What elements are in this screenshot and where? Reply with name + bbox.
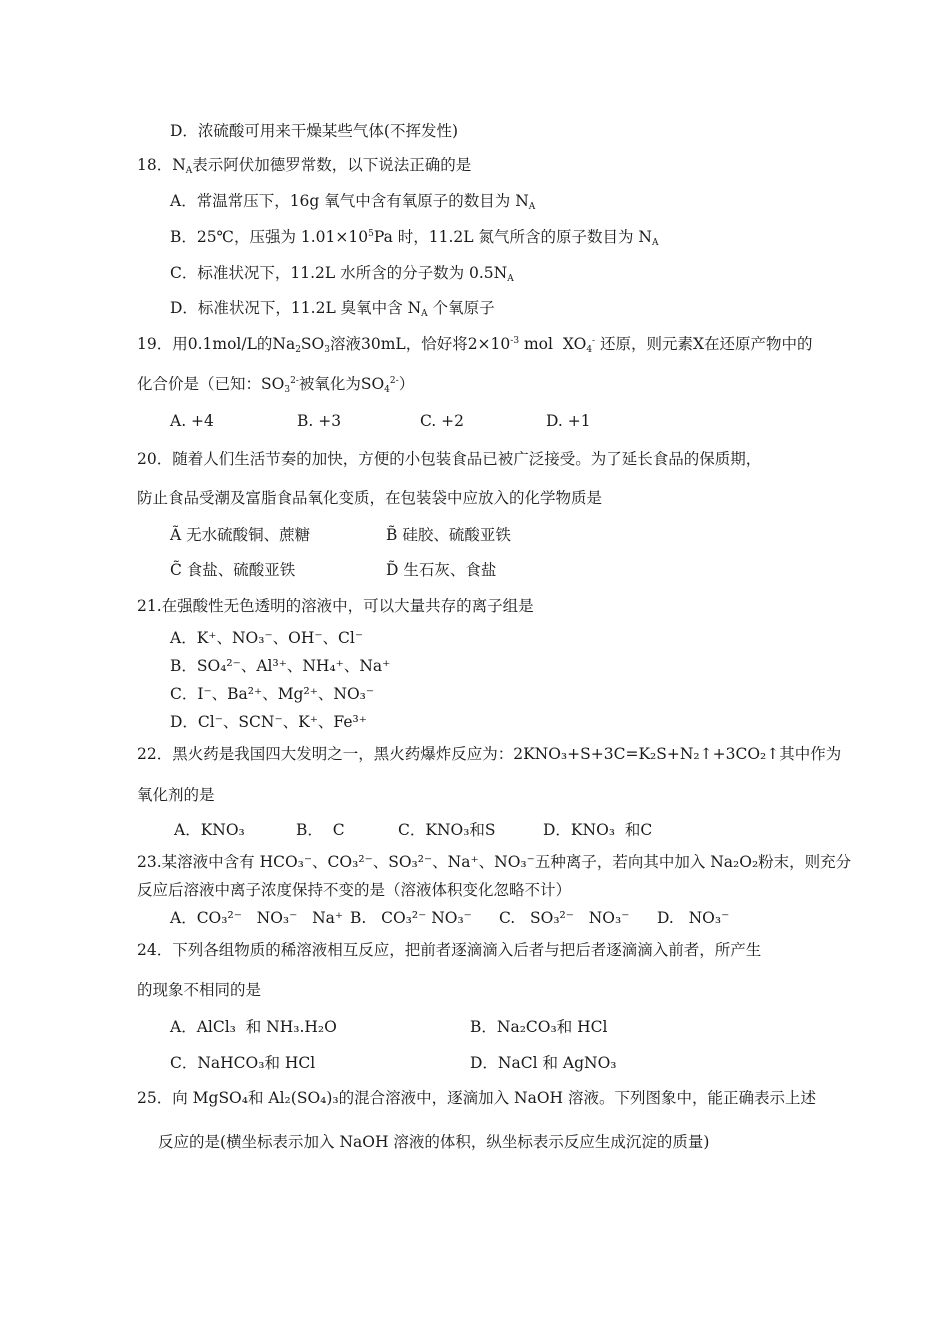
q20-stem-line1: 20．随着人们生活节奏的加快，方便的小包装食品已被广泛接受。为了延长食品的保质期， — [137, 450, 762, 468]
q21-stem: 21.在强酸性无色透明的溶液中，可以大量共存的离子组是 — [137, 597, 534, 615]
q22-stem-line1: 22．黑火药是我国四大发明之一，黑火药爆炸反应为：2KNO₃+S+3C=K₂S+N₂↑+3CO₂↑其中作为 — [137, 745, 842, 763]
q18-option-c: C．标准状况下，11.2L 水所含的分子数为 $0.5N_A$ — [170, 264, 514, 284]
q24-option-a: A．AlCl₃ 和 NH₃.H₂O — [170, 1018, 337, 1036]
q22-option-c: C．KNO₃和S — [398, 821, 496, 839]
q23-option-b: B. CO₃²⁻ NO₃⁻ — [350, 909, 472, 927]
q18-option-a: A．常温常压下，16g 氧气中含有氧原子的数目为 $N_A$ — [170, 192, 536, 212]
q22-option-a: A．KNO₃ — [174, 821, 245, 839]
q25-stem-line2: 反应的是(横坐标表示加入 NaOH 溶液的体积，纵坐标表示反应生成沉淀的质量) — [158, 1133, 710, 1151]
q20-option-a: Ã 无水硫酸铜、蔗糖 — [170, 526, 311, 544]
q25-stem-line1: 25．向 MgSO₄和 Al₂(SO₄)₃的混合溶液中，逐滴加入 NaOH 溶液。下列图象中，能正确表示上述 — [137, 1089, 817, 1107]
q18-option-b: B．25℃，压强为 $1.01\times 10^5Pa$ 时，11.2L 氮气所含的原子数目为 $N_A$ — [170, 228, 659, 248]
q18-stem: 18．$N_A$表示阿伏加德罗常数，以下说法正确的是 — [137, 156, 472, 176]
q19-option-a: A. +4 — [170, 412, 214, 430]
q19-option-d: D. +1 — [546, 412, 591, 430]
q20-option-b: B̃ 硅胶、硫酸亚铁 — [386, 526, 511, 544]
q19-option-c: C. +2 — [420, 412, 465, 430]
q20-option-d: D̃ 生石灰、食盐 — [386, 561, 497, 579]
q22-option-d: D．KNO₃ 和C — [543, 821, 653, 839]
q22-stem-line2: 氧化剂的是 — [137, 786, 215, 804]
q20-option-c: C̃ 食盐、硫酸亚铁 — [170, 561, 296, 579]
q17-option-d: D．浓硫酸可用来干燥某些气体(不挥发性) — [170, 122, 459, 140]
q19-stem-line2: 化合价是（已知：$SO_3^{2-}$被氧化为$SO_4^{2-}$） — [137, 375, 415, 395]
q21-option-d: D．Cl⁻、SCN⁻、K⁺、Fe³⁺ — [170, 713, 367, 731]
q22-option-b: B． C — [296, 821, 345, 839]
q23-option-d: D. NO₃⁻ — [657, 909, 730, 927]
q19-option-b: B. +3 — [297, 412, 342, 430]
q24-option-b: B．Na₂CO₃和 HCl — [470, 1018, 608, 1036]
q23-option-c: C. SO₃²⁻ NO₃⁻ — [499, 909, 630, 927]
q23-stem-line2: 反应后溶液中离子浓度保持不变的是（溶液体积变化忽略不计） — [137, 881, 572, 899]
q21-option-c: C．I⁻、Ba²⁺、Mg²⁺、NO₃⁻ — [170, 685, 375, 703]
q23-stem-line1: 23.某溶液中含有 HCO₃⁻、CO₃²⁻、SO₃²⁻、Na⁺、NO₃⁻五种离子，若向其中加入 Na₂O₂粉末，则充分 — [137, 853, 852, 871]
q23-option-a: A．CO₃²⁻ NO₃⁻ Na⁺ — [170, 909, 344, 927]
q24-option-d: D．NaCl 和 AgNO₃ — [470, 1054, 617, 1072]
q24-stem-line1: 24．下列各组物质的稀溶液相互反应，把前者逐滴滴入后者与把后者逐滴滴入前者，所产生 — [137, 941, 762, 959]
q21-option-b: B．SO₄²⁻、Al³⁺、NH₄⁺、Na⁺ — [170, 657, 391, 675]
q21-option-a: A．K⁺、NO₃⁻、OH⁻、Cl⁻ — [170, 629, 364, 647]
q19-stem-line1: 19．用0.1mol/L的$Na_2SO_3$溶液30mL，恰好将$2\times 10^{-3}$ mol $XO_4^-$ 还原，则元素X在还原产物中的 — [137, 335, 813, 355]
q18-option-d: D．标准状况下，11.2L 臭氧中含 $N_A$ 个氧原子 — [170, 299, 495, 319]
q24-stem-line2: 的现象不相同的是 — [137, 981, 262, 999]
q24-option-c: C．NaHCO₃和 HCl — [170, 1054, 316, 1072]
q20-stem-line2: 防止食品受潮及富脂食品氧化变质，在包装袋中应放入的化学物质是 — [137, 489, 603, 507]
